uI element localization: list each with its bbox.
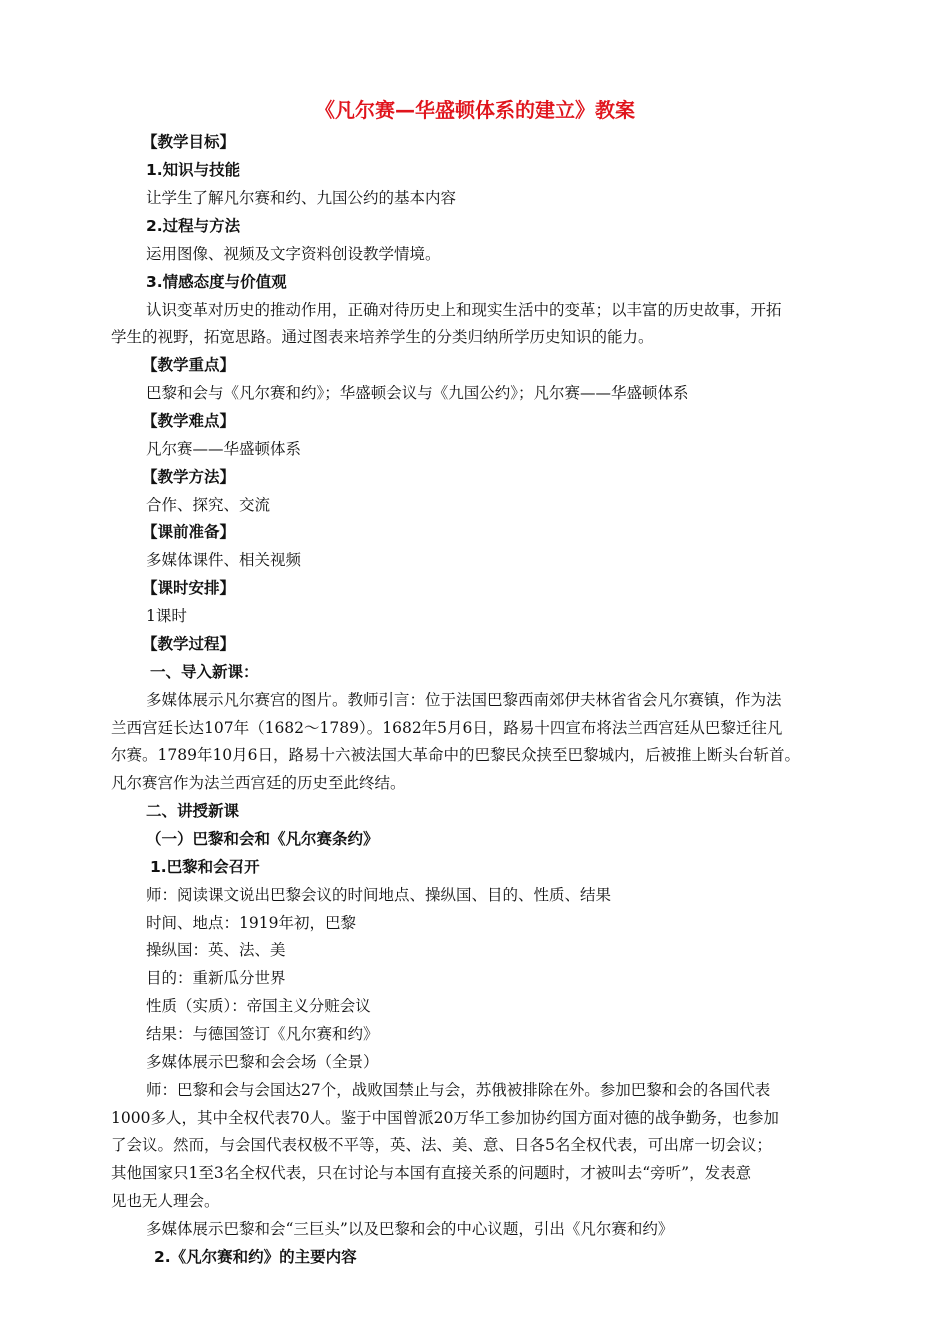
document-title: 《凡尔赛—华盛顿体系的建立》教案 xyxy=(315,98,635,122)
subheading-treaty-content: 2.《凡尔赛和约》的主要内容 xyxy=(154,1248,357,1266)
paragraph-line: 其他国家只1至3名全权代表，只在讨论与本国有直接关系的问题时，才被叫去“旁听”，发表意 xyxy=(111,1164,752,1182)
paragraph-line: 操纵国：英、法、美 xyxy=(146,941,286,959)
paragraph-line: 多媒体课件、相关视频 xyxy=(146,551,302,569)
paragraph-line: 合作、探究、交流 xyxy=(146,496,271,514)
paragraph-line: 见也无人理会。 xyxy=(111,1192,220,1210)
paragraph-line: 师：阅读课文说出巴黎会议的时间地点、操纵国、目的、性质、结果 xyxy=(146,886,612,904)
paragraph-line: 多媒体展示凡尔赛宫的图片。教师引言：位于法国巴黎西南郊伊夫林省省会凡尔赛镇，作为法 xyxy=(146,691,782,709)
subheading-new-lesson: 二、讲授新课 xyxy=(146,802,240,820)
paragraph-line: 凡尔赛——华盛顿体系 xyxy=(146,440,302,458)
heading-teaching-methods: 【教学方法】 xyxy=(142,468,236,486)
paragraph-line: 师：巴黎和会与会国达27个，战败国禁止与会，苏俄被排除在外。参加巴黎和会的各国代表 xyxy=(146,1081,771,1099)
heading-class-hours: 【课时安排】 xyxy=(142,579,236,597)
paragraph-line: 多媒体展示巴黎和会会场（全景） xyxy=(146,1053,379,1071)
paragraph-line: 1000多人，其中全权代表70人。鉴于中国曾派20万华工参加协约国方面对德的战争勤务，也参加 xyxy=(111,1109,779,1127)
heading-difficulties: 【教学难点】 xyxy=(142,412,236,430)
paragraph-line: 1课时 xyxy=(146,607,187,625)
heading-teaching-goals: 【教学目标】 xyxy=(142,133,236,151)
paragraph-line: 多媒体展示巴黎和会“三巨头”以及巴黎和会的中心议题，引出《凡尔赛和约》 xyxy=(146,1220,674,1238)
paragraph-line: 性质（实质）：帝国主义分赃会议 xyxy=(146,997,371,1015)
paragraph-line: 让学生了解凡尔赛和约、九国公约的基本内容 xyxy=(146,189,457,207)
heading-teaching-process: 【教学过程】 xyxy=(142,635,236,653)
subheading-paris-conference: （一）巴黎和会和《凡尔赛条约》 xyxy=(146,830,379,848)
paragraph-line: 运用图像、视频及文字资料创设教学情境。 xyxy=(146,245,441,263)
paragraph-line: 目的：重新瓜分世界 xyxy=(146,969,286,987)
heading-preparation: 【课前准备】 xyxy=(142,523,236,541)
paragraph-line: 认识变革对历史的推动作用，正确对待历史上和现实生活中的变革；以丰富的历史故事，开拓 xyxy=(146,301,782,319)
paragraph-line: 学生的视野，拓宽思路。通过图表来培养学生的分类归纳所学历史知识的能力。 xyxy=(111,328,654,346)
paragraph-line: 时间、地点：1919年初，巴黎 xyxy=(146,914,356,932)
paragraph-line: 巴黎和会与《凡尔赛和约》；华盛顿会议与《九国公约》；凡尔赛——华盛顿体系 xyxy=(146,384,689,402)
paragraph-line: 了会议。然而，与会国代表权极不平等，英、法、美、意、日各5名全权代表，可出席一切会议； xyxy=(111,1136,772,1154)
heading-key-points: 【教学重点】 xyxy=(142,356,236,374)
subheading-process-method: 2.过程与方法 xyxy=(146,217,241,235)
subheading-knowledge-skills: 1.知识与技能 xyxy=(146,161,241,179)
subheading-introduction: 一、导入新课： xyxy=(150,663,259,681)
paragraph-line: 结果：与德国签订《凡尔赛和约》 xyxy=(146,1025,379,1043)
paragraph-line: 凡尔赛宫作为法兰西宫廷的历史至此终结。 xyxy=(111,774,406,792)
paragraph-line: 尔赛。1789年10月6日，路易十六被法国大革命中的巴黎民众挟至巴黎城内，后被推上断头台斩首。 xyxy=(111,746,801,764)
subheading-conference-opening: 1.巴黎和会召开 xyxy=(150,858,260,876)
subheading-attitude-values: 3.情感态度与价值观 xyxy=(146,273,287,291)
paragraph-line: 兰西宫廷长达107年（1682～1789）。1682年5月6日，路易十四宣布将法兰西宫廷从巴黎迁往凡 xyxy=(111,719,783,737)
